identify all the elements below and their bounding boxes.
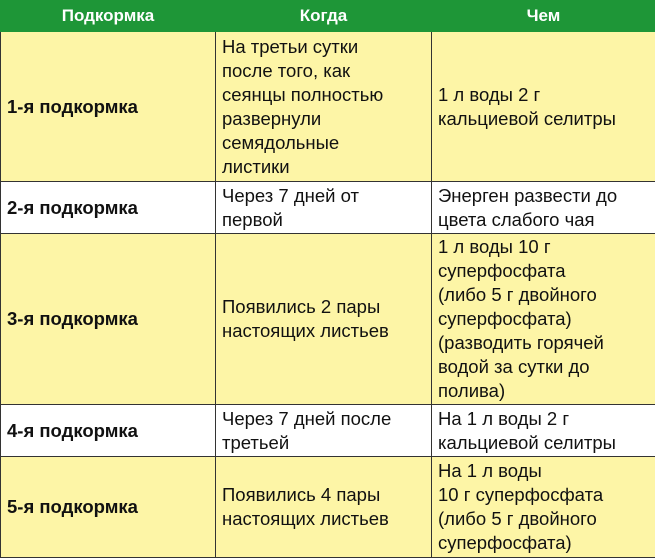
feeding-what: 1 л воды 10 г суперфосфата (либо 5 г двойного суперфосфата) (разводить горячей водой за сутки до полива) [432, 234, 655, 405]
feeding-what: На 1 л воды 2 г кальциевой селитры [432, 405, 655, 457]
table-row [1, 182, 655, 234]
feeding-when: Появились 4 пары настоящих листьев [216, 457, 432, 558]
header-feeding: Подкормка [1, 1, 216, 32]
table-row [1, 234, 655, 405]
table-row [1, 32, 655, 182]
feeding-name: 2-я подкормка [1, 182, 216, 234]
feeding-when: Появились 2 пары настоящих листьев [216, 234, 432, 405]
feeding-name: 1-я подкормка [1, 32, 216, 182]
feeding-what: На 1 л воды 10 г суперфосфата (либо 5 г двойного суперфосфата) [432, 457, 655, 558]
header-when: Когда [216, 1, 432, 32]
header-row [1, 1, 655, 32]
table-row [1, 457, 655, 558]
feeding-when: Через 7 дней от первой [216, 182, 432, 234]
feeding-when: На третьи сутки после того, как сеянцы полностью развернули семядольные листики [216, 32, 432, 182]
header-what: Чем [432, 1, 655, 32]
feeding-what: 1 л воды 2 г кальциевой селитры [432, 32, 655, 182]
feeding-name: 3-я подкормка [1, 234, 216, 405]
feeding-name: 4-я подкормка [1, 405, 216, 457]
feeding-name: 5-я подкормка [1, 457, 216, 558]
table-row [1, 405, 655, 457]
feeding-what: Энерген развести до цвета слабого чая [432, 182, 655, 234]
feeding-when: Через 7 дней после третьей [216, 405, 432, 457]
